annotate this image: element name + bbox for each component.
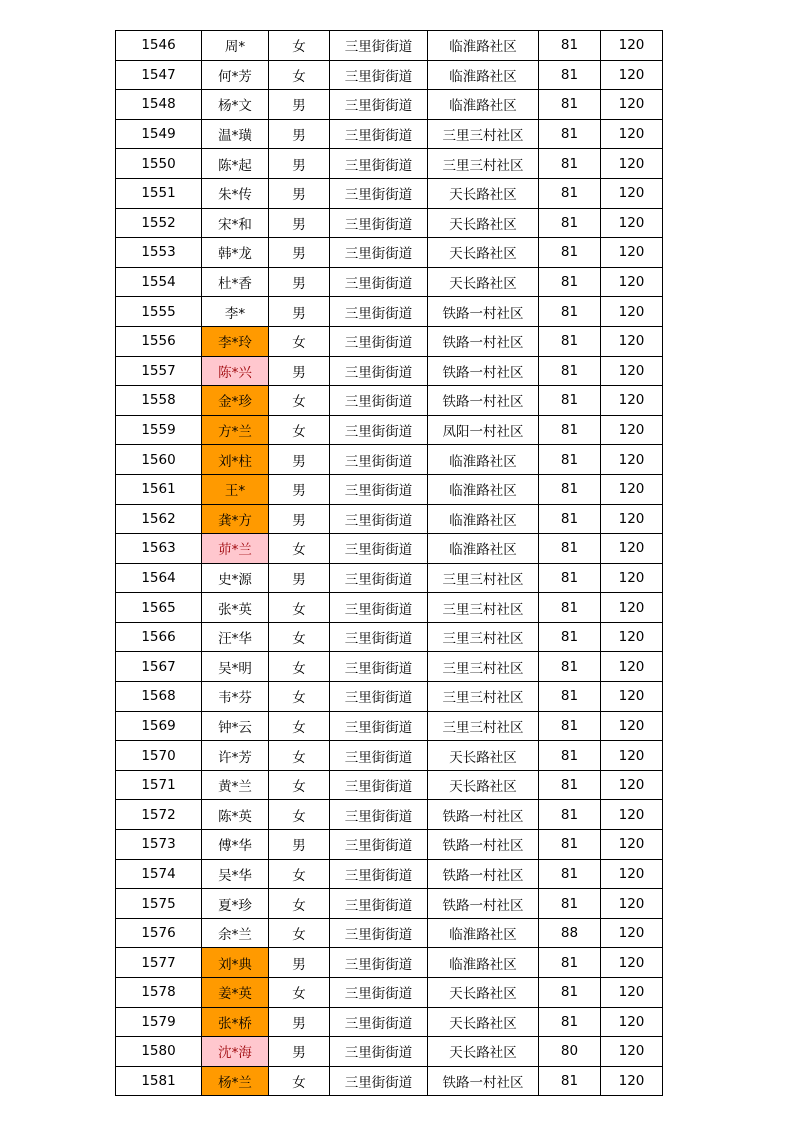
gender-cell: 女 xyxy=(269,770,330,800)
name-cell: 陈*起 xyxy=(202,149,269,179)
street-cell: 三里街街道 xyxy=(330,356,428,386)
limit-cell: 120 xyxy=(601,593,663,623)
street-cell: 三里街街道 xyxy=(330,563,428,593)
limit-cell: 120 xyxy=(601,978,663,1008)
score-cell: 81 xyxy=(539,711,601,741)
limit-cell: 120 xyxy=(601,297,663,327)
record-id-cell: 1556 xyxy=(116,326,202,356)
gender-cell: 男 xyxy=(269,178,330,208)
street-cell: 三里街街道 xyxy=(330,504,428,534)
gender-cell: 男 xyxy=(269,1007,330,1037)
gender-cell: 女 xyxy=(269,622,330,652)
limit-cell: 120 xyxy=(601,534,663,564)
table-row xyxy=(116,356,663,386)
limit-cell: 120 xyxy=(601,119,663,149)
score-cell: 81 xyxy=(539,948,601,978)
community-cell: 铁路一村社区 xyxy=(428,859,539,889)
limit-cell: 120 xyxy=(601,208,663,238)
table-row xyxy=(116,534,663,564)
score-cell: 80 xyxy=(539,1037,601,1067)
name-cell: 余*兰 xyxy=(202,918,269,948)
record-id-cell: 1574 xyxy=(116,859,202,889)
table-row xyxy=(116,504,663,534)
record-id-cell: 1562 xyxy=(116,504,202,534)
community-cell: 铁路一村社区 xyxy=(428,386,539,416)
limit-cell: 120 xyxy=(601,445,663,475)
limit-cell: 120 xyxy=(601,563,663,593)
gender-cell: 男 xyxy=(269,119,330,149)
record-id-cell: 1557 xyxy=(116,356,202,386)
table-row xyxy=(116,178,663,208)
gender-cell: 男 xyxy=(269,948,330,978)
score-cell: 81 xyxy=(539,1007,601,1037)
community-cell: 天长路社区 xyxy=(428,208,539,238)
street-cell: 三里街街道 xyxy=(330,1037,428,1067)
score-cell: 81 xyxy=(539,652,601,682)
limit-cell: 120 xyxy=(601,149,663,179)
community-cell: 铁路一村社区 xyxy=(428,1066,539,1096)
score-cell: 81 xyxy=(539,1066,601,1096)
record-id-cell: 1569 xyxy=(116,711,202,741)
table-row xyxy=(116,267,663,297)
table-row xyxy=(116,563,663,593)
score-cell: 88 xyxy=(539,918,601,948)
gender-cell: 男 xyxy=(269,208,330,238)
name-cell: 陈*兴 xyxy=(202,356,269,386)
table-row xyxy=(116,682,663,712)
street-cell: 三里街街道 xyxy=(330,800,428,830)
gender-cell: 男 xyxy=(269,445,330,475)
record-id-cell: 1550 xyxy=(116,149,202,179)
street-cell: 三里街街道 xyxy=(330,31,428,61)
community-cell: 天长路社区 xyxy=(428,978,539,1008)
score-cell: 81 xyxy=(539,267,601,297)
name-cell: 茆*兰 xyxy=(202,534,269,564)
name-cell: 宋*和 xyxy=(202,208,269,238)
limit-cell: 120 xyxy=(601,178,663,208)
community-cell: 铁路一村社区 xyxy=(428,326,539,356)
name-cell: 吴*明 xyxy=(202,652,269,682)
table-row xyxy=(116,90,663,120)
score-cell: 81 xyxy=(539,682,601,712)
limit-cell: 120 xyxy=(601,918,663,948)
limit-cell: 120 xyxy=(601,889,663,919)
limit-cell: 120 xyxy=(601,504,663,534)
table-row xyxy=(116,918,663,948)
name-cell: 杨*兰 xyxy=(202,1066,269,1096)
street-cell: 三里街街道 xyxy=(330,90,428,120)
name-cell: 金*珍 xyxy=(202,386,269,416)
street-cell: 三里街街道 xyxy=(330,474,428,504)
score-cell: 81 xyxy=(539,178,601,208)
limit-cell: 120 xyxy=(601,267,663,297)
gender-cell: 男 xyxy=(269,1037,330,1067)
name-cell: 杜*香 xyxy=(202,267,269,297)
limit-cell: 120 xyxy=(601,859,663,889)
record-id-cell: 1578 xyxy=(116,978,202,1008)
street-cell: 三里街街道 xyxy=(330,534,428,564)
score-cell: 81 xyxy=(539,622,601,652)
gender-cell: 女 xyxy=(269,534,330,564)
street-cell: 三里街街道 xyxy=(330,119,428,149)
community-cell: 铁路一村社区 xyxy=(428,356,539,386)
record-id-cell: 1566 xyxy=(116,622,202,652)
record-id-cell: 1573 xyxy=(116,830,202,860)
score-cell: 81 xyxy=(539,297,601,327)
community-cell: 天长路社区 xyxy=(428,178,539,208)
community-cell: 临淮路社区 xyxy=(428,948,539,978)
gender-cell: 女 xyxy=(269,1066,330,1096)
gender-cell: 女 xyxy=(269,60,330,90)
gender-cell: 男 xyxy=(269,504,330,534)
name-cell: 张*英 xyxy=(202,593,269,623)
score-cell: 81 xyxy=(539,534,601,564)
gender-cell: 女 xyxy=(269,978,330,1008)
table-row xyxy=(116,800,663,830)
name-cell: 夏*珍 xyxy=(202,889,269,919)
street-cell: 三里街街道 xyxy=(330,178,428,208)
record-id-cell: 1546 xyxy=(116,31,202,61)
name-cell: 钟*云 xyxy=(202,711,269,741)
street-cell: 三里街街道 xyxy=(330,741,428,771)
name-cell: 傅*华 xyxy=(202,830,269,860)
name-cell: 吴*华 xyxy=(202,859,269,889)
records-table-body xyxy=(116,31,663,1096)
gender-cell: 男 xyxy=(269,563,330,593)
score-cell: 81 xyxy=(539,859,601,889)
limit-cell: 120 xyxy=(601,31,663,61)
score-cell: 81 xyxy=(539,770,601,800)
record-id-cell: 1572 xyxy=(116,800,202,830)
street-cell: 三里街街道 xyxy=(330,1066,428,1096)
score-cell: 81 xyxy=(539,889,601,919)
record-id-cell: 1577 xyxy=(116,948,202,978)
table-row xyxy=(116,1037,663,1067)
community-cell: 临淮路社区 xyxy=(428,918,539,948)
record-id-cell: 1581 xyxy=(116,1066,202,1096)
table-row xyxy=(116,297,663,327)
record-id-cell: 1547 xyxy=(116,60,202,90)
community-cell: 三里三村社区 xyxy=(428,149,539,179)
table-row xyxy=(116,830,663,860)
community-cell: 临淮路社区 xyxy=(428,504,539,534)
street-cell: 三里街街道 xyxy=(330,386,428,416)
record-id-cell: 1549 xyxy=(116,119,202,149)
community-cell: 三里三村社区 xyxy=(428,563,539,593)
score-cell: 81 xyxy=(539,830,601,860)
gender-cell: 男 xyxy=(269,238,330,268)
gender-cell: 男 xyxy=(269,356,330,386)
table-row xyxy=(116,948,663,978)
record-id-cell: 1552 xyxy=(116,208,202,238)
records-table xyxy=(115,30,663,1096)
community-cell: 临淮路社区 xyxy=(428,534,539,564)
table-row xyxy=(116,652,663,682)
name-cell: 李* xyxy=(202,297,269,327)
record-id-cell: 1553 xyxy=(116,238,202,268)
record-id-cell: 1560 xyxy=(116,445,202,475)
table-row xyxy=(116,889,663,919)
score-cell: 81 xyxy=(539,356,601,386)
table-row xyxy=(116,238,663,268)
street-cell: 三里街街道 xyxy=(330,326,428,356)
community-cell: 三里三村社区 xyxy=(428,593,539,623)
gender-cell: 女 xyxy=(269,593,330,623)
score-cell: 81 xyxy=(539,60,601,90)
table-row xyxy=(116,1007,663,1037)
score-cell: 81 xyxy=(539,593,601,623)
record-id-cell: 1576 xyxy=(116,918,202,948)
gender-cell: 女 xyxy=(269,800,330,830)
limit-cell: 120 xyxy=(601,741,663,771)
score-cell: 81 xyxy=(539,415,601,445)
street-cell: 三里街街道 xyxy=(330,238,428,268)
community-cell: 临淮路社区 xyxy=(428,60,539,90)
street-cell: 三里街街道 xyxy=(330,711,428,741)
street-cell: 三里街街道 xyxy=(330,60,428,90)
limit-cell: 120 xyxy=(601,652,663,682)
score-cell: 81 xyxy=(539,238,601,268)
gender-cell: 女 xyxy=(269,386,330,416)
gender-cell: 女 xyxy=(269,326,330,356)
street-cell: 三里街街道 xyxy=(330,1007,428,1037)
community-cell: 天长路社区 xyxy=(428,1007,539,1037)
record-id-cell: 1551 xyxy=(116,178,202,208)
limit-cell: 120 xyxy=(601,770,663,800)
gender-cell: 男 xyxy=(269,297,330,327)
name-cell: 朱*传 xyxy=(202,178,269,208)
limit-cell: 120 xyxy=(601,356,663,386)
gender-cell: 女 xyxy=(269,652,330,682)
name-cell: 王* xyxy=(202,474,269,504)
limit-cell: 120 xyxy=(601,622,663,652)
community-cell: 临淮路社区 xyxy=(428,445,539,475)
community-cell: 天长路社区 xyxy=(428,267,539,297)
score-cell: 81 xyxy=(539,504,601,534)
community-cell: 铁路一村社区 xyxy=(428,830,539,860)
gender-cell: 男 xyxy=(269,830,330,860)
name-cell: 黄*兰 xyxy=(202,770,269,800)
community-cell: 临淮路社区 xyxy=(428,90,539,120)
record-id-cell: 1570 xyxy=(116,741,202,771)
table-row xyxy=(116,60,663,90)
table-row xyxy=(116,1066,663,1096)
table-row xyxy=(116,622,663,652)
gender-cell: 女 xyxy=(269,682,330,712)
community-cell: 铁路一村社区 xyxy=(428,800,539,830)
community-cell: 三里三村社区 xyxy=(428,682,539,712)
name-cell: 杨*文 xyxy=(202,90,269,120)
name-cell: 温*璜 xyxy=(202,119,269,149)
record-id-cell: 1579 xyxy=(116,1007,202,1037)
limit-cell: 120 xyxy=(601,326,663,356)
limit-cell: 120 xyxy=(601,90,663,120)
table-row xyxy=(116,415,663,445)
gender-cell: 女 xyxy=(269,31,330,61)
record-id-cell: 1554 xyxy=(116,267,202,297)
score-cell: 81 xyxy=(539,800,601,830)
street-cell: 三里街街道 xyxy=(330,830,428,860)
street-cell: 三里街街道 xyxy=(330,267,428,297)
name-cell: 龚*方 xyxy=(202,504,269,534)
name-cell: 张*桥 xyxy=(202,1007,269,1037)
table-row xyxy=(116,208,663,238)
limit-cell: 120 xyxy=(601,386,663,416)
limit-cell: 120 xyxy=(601,415,663,445)
record-id-cell: 1571 xyxy=(116,770,202,800)
record-id-cell: 1563 xyxy=(116,534,202,564)
street-cell: 三里街街道 xyxy=(330,770,428,800)
community-cell: 铁路一村社区 xyxy=(428,297,539,327)
table-row xyxy=(116,386,663,416)
score-cell: 81 xyxy=(539,386,601,416)
community-cell: 天长路社区 xyxy=(428,238,539,268)
record-id-cell: 1548 xyxy=(116,90,202,120)
record-id-cell: 1575 xyxy=(116,889,202,919)
limit-cell: 120 xyxy=(601,830,663,860)
limit-cell: 120 xyxy=(601,60,663,90)
gender-cell: 女 xyxy=(269,711,330,741)
street-cell: 三里街街道 xyxy=(330,652,428,682)
gender-cell: 女 xyxy=(269,859,330,889)
community-cell: 三里三村社区 xyxy=(428,622,539,652)
street-cell: 三里街街道 xyxy=(330,859,428,889)
score-cell: 81 xyxy=(539,978,601,1008)
community-cell: 三里三村社区 xyxy=(428,119,539,149)
street-cell: 三里街街道 xyxy=(330,208,428,238)
record-id-cell: 1568 xyxy=(116,682,202,712)
gender-cell: 女 xyxy=(269,415,330,445)
street-cell: 三里街街道 xyxy=(330,149,428,179)
community-cell: 三里三村社区 xyxy=(428,711,539,741)
score-cell: 81 xyxy=(539,208,601,238)
score-cell: 81 xyxy=(539,326,601,356)
name-cell: 汪*华 xyxy=(202,622,269,652)
name-cell: 姜*英 xyxy=(202,978,269,1008)
limit-cell: 120 xyxy=(601,1037,663,1067)
score-cell: 81 xyxy=(539,119,601,149)
name-cell: 韩*龙 xyxy=(202,238,269,268)
score-cell: 81 xyxy=(539,445,601,475)
table-row xyxy=(116,326,663,356)
name-cell: 何*芳 xyxy=(202,60,269,90)
street-cell: 三里街街道 xyxy=(330,889,428,919)
name-cell: 史*源 xyxy=(202,563,269,593)
record-id-cell: 1564 xyxy=(116,563,202,593)
community-cell: 凤阳一村社区 xyxy=(428,415,539,445)
gender-cell: 女 xyxy=(269,889,330,919)
score-cell: 81 xyxy=(539,31,601,61)
limit-cell: 120 xyxy=(601,1066,663,1096)
name-cell: 方*兰 xyxy=(202,415,269,445)
gender-cell: 女 xyxy=(269,741,330,771)
street-cell: 三里街街道 xyxy=(330,682,428,712)
score-cell: 81 xyxy=(539,563,601,593)
name-cell: 沈*海 xyxy=(202,1037,269,1067)
limit-cell: 120 xyxy=(601,948,663,978)
record-id-cell: 1561 xyxy=(116,474,202,504)
name-cell: 刘*典 xyxy=(202,948,269,978)
name-cell: 韦*芬 xyxy=(202,682,269,712)
street-cell: 三里街街道 xyxy=(330,622,428,652)
street-cell: 三里街街道 xyxy=(330,948,428,978)
table-row xyxy=(116,593,663,623)
gender-cell: 女 xyxy=(269,918,330,948)
score-cell: 81 xyxy=(539,90,601,120)
record-id-cell: 1558 xyxy=(116,386,202,416)
name-cell: 李*玲 xyxy=(202,326,269,356)
limit-cell: 120 xyxy=(601,474,663,504)
community-cell: 临淮路社区 xyxy=(428,474,539,504)
table-row xyxy=(116,445,663,475)
record-id-cell: 1580 xyxy=(116,1037,202,1067)
street-cell: 三里街街道 xyxy=(330,297,428,327)
limit-cell: 120 xyxy=(601,711,663,741)
name-cell: 许*芳 xyxy=(202,741,269,771)
gender-cell: 男 xyxy=(269,474,330,504)
table-row xyxy=(116,149,663,179)
community-cell: 铁路一村社区 xyxy=(428,889,539,919)
gender-cell: 男 xyxy=(269,90,330,120)
street-cell: 三里街街道 xyxy=(330,415,428,445)
table-row xyxy=(116,474,663,504)
street-cell: 三里街街道 xyxy=(330,918,428,948)
gender-cell: 男 xyxy=(269,149,330,179)
limit-cell: 120 xyxy=(601,1007,663,1037)
table-row xyxy=(116,978,663,1008)
table-row xyxy=(116,741,663,771)
score-cell: 81 xyxy=(539,741,601,771)
community-cell: 天长路社区 xyxy=(428,741,539,771)
community-cell: 天长路社区 xyxy=(428,1037,539,1067)
name-cell: 刘*柱 xyxy=(202,445,269,475)
table-row xyxy=(116,119,663,149)
gender-cell: 男 xyxy=(269,267,330,297)
community-cell: 三里三村社区 xyxy=(428,652,539,682)
table-row xyxy=(116,859,663,889)
record-id-cell: 1555 xyxy=(116,297,202,327)
street-cell: 三里街街道 xyxy=(330,593,428,623)
limit-cell: 120 xyxy=(601,238,663,268)
record-id-cell: 1559 xyxy=(116,415,202,445)
score-cell: 81 xyxy=(539,474,601,504)
score-cell: 81 xyxy=(539,149,601,179)
street-cell: 三里街街道 xyxy=(330,445,428,475)
name-cell: 陈*英 xyxy=(202,800,269,830)
table-row xyxy=(116,711,663,741)
name-cell: 周* xyxy=(202,31,269,61)
table-row xyxy=(116,770,663,800)
limit-cell: 120 xyxy=(601,800,663,830)
record-id-cell: 1565 xyxy=(116,593,202,623)
table-row xyxy=(116,31,663,61)
community-cell: 临淮路社区 xyxy=(428,31,539,61)
record-id-cell: 1567 xyxy=(116,652,202,682)
community-cell: 天长路社区 xyxy=(428,770,539,800)
street-cell: 三里街街道 xyxy=(330,978,428,1008)
limit-cell: 120 xyxy=(601,682,663,712)
